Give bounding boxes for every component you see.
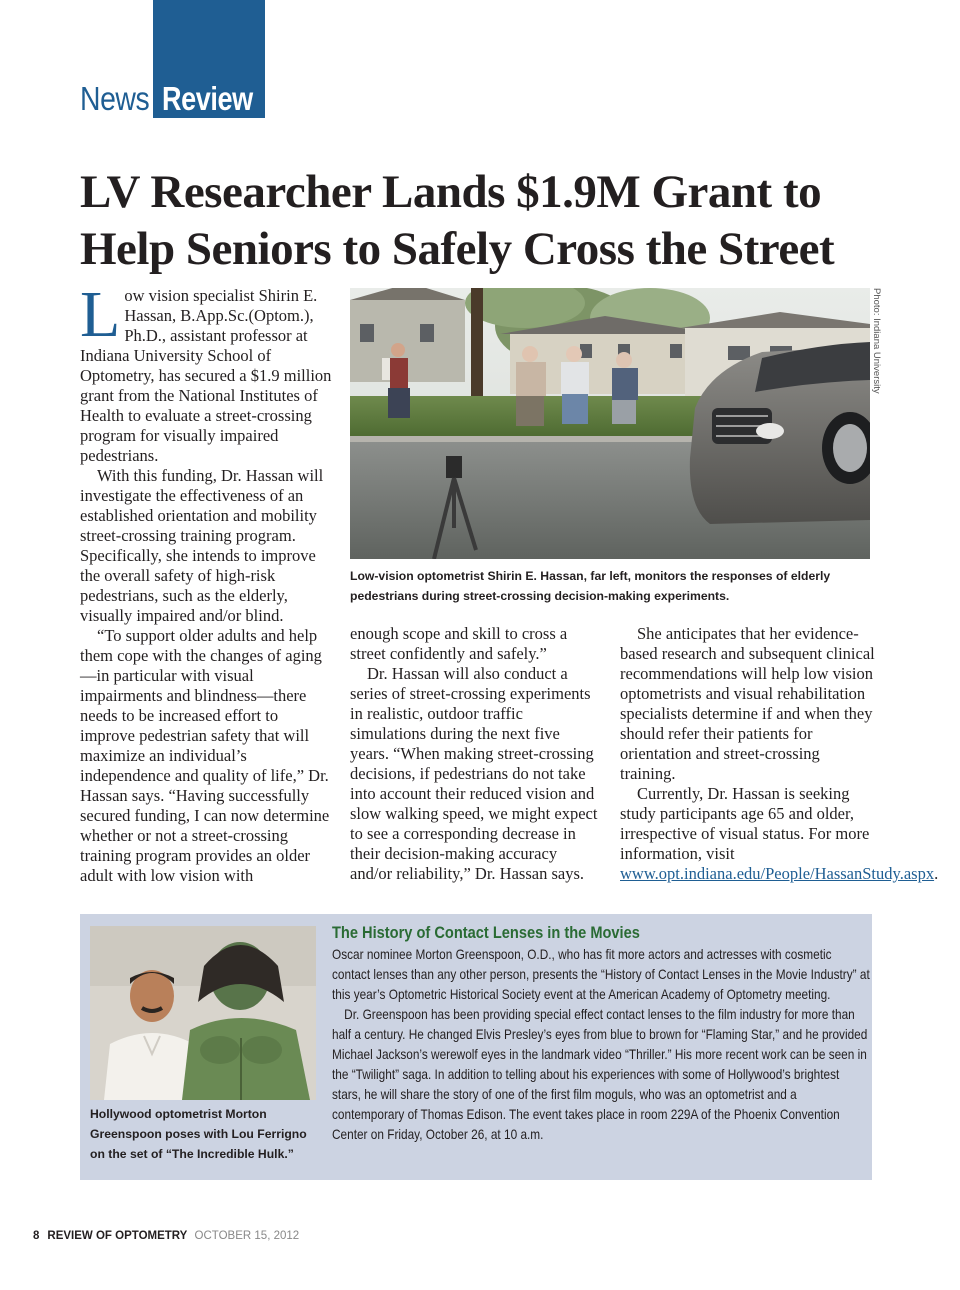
greenspoon-ferrigno-photo — [90, 926, 316, 1100]
publication-date: OCTOBER 15, 2012 — [194, 1230, 300, 1242]
paragraph: With this funding, Dr. Hassan will investigate the effectiveness of an established orientation and mobility street-crossing training program. Specifically, she intends to improve the overall safety of high-risk pedestrians, such as the elderly, visually impaired and/or blind. — [80, 466, 324, 625]
sidebar-photo-caption: Hollywood optometrist Morton Greenspoon poses with Lou Ferrigno on the set of “The Incredible Hulk.” — [90, 1107, 307, 1161]
article-headline: LV Researcher Lands $1.9M Grant to Help Seniors to Safely Cross the Street — [80, 166, 835, 275]
paragraph: Dr. Hassan will also conduct a series of street-crossing experiments in realistic, outdoor traffic simulations during the next five years. “When making street-crossing decisions, if pedestrians do not take into account their reduced vision and slow walking speed, we might expect to see a corresponding decrease in their decision-making accuracy and/or reliability,” Dr. Hassan says. — [350, 664, 598, 883]
article-column-1 — [80, 278, 332, 886]
article-column-2 — [350, 624, 602, 884]
photo-credit: Photo: Indiana University — [871, 288, 882, 394]
paragraph: enough scope and skill to cross a street confidently and safely.” — [350, 624, 568, 663]
sidebar-title: The History of Contact Lenses in the Movies — [332, 923, 640, 942]
paragraph-intro — [80, 278, 332, 466]
paragraph: “To support older adults and help them cope with the changes of aging—in particular with visual impairments and blindness—there needs to be increased effort to improve pedestrian safety that will maximize an individual’s independence and quality of life,” Dr. Hassan says. “Having successfully secured funding, I can now determine whether or not a street-crossing training program provides an older adult with low vision with — [80, 626, 330, 885]
section-label-news: News — [80, 80, 150, 117]
paragraph: She anticipates that her evidence-based research and subsequent clinical recommendations will help low vision optometrists and visual rehabilitation specialists determine if and when they should refer their patients for orientation and street-crossing training. — [620, 624, 875, 783]
page-footer — [33, 1230, 299, 1242]
publication-name: REVIEW OF OPTOMETRY — [47, 1230, 188, 1242]
study-link[interactable]: www.opt.indiana.edu/People/HassanStudy.aspx — [620, 864, 935, 883]
paragraph-contact: Currently, Dr. Hassan is seeking study participants age 65 and older, irrespective of visual status. For more information, visit www.opt.indiana.edu/People/HassanStudy.aspx. — [620, 784, 939, 883]
photo-caption: Low-vision optometrist Shirin E. Hassan, far left, monitors the responses of elderly pedestrians during street-crossing decision-making experiments. — [350, 569, 831, 603]
page-number: 8 — [33, 1230, 40, 1242]
section-label-review: Review — [162, 80, 253, 117]
article-column-3 — [620, 624, 939, 884]
street-crossing-photo — [350, 288, 870, 559]
sidebar-body — [332, 945, 872, 1145]
paragraph-intro-text: ow vision specialist Shirin E. Hassan, B.App.Sc.(Optom.), Ph.D., assistant professor at Indiana University School of Optometry, has secured a $1.9 million grant from the National Institutes of Health to evaluate a street-crossing program for visually impaired pedestrians. — [80, 286, 332, 465]
sidebar-paragraph: Oscar nominee Morton Greenspoon, O.D., who has fit more actors and actresses with cosmetic contact lenses than any other person, presents the “History of Contact Lenses in the Movie Industry” at this year’s Optometric Historical Society event at the American Academy of Optometry meeting. — [332, 947, 870, 1002]
drop-cap: L — [80, 278, 121, 351]
sidebar-paragraph: Dr. Greenspoon has been providing special effect contact lenses to the film industry for more than half a century. He changed Elvis Presley’s eyes from blue to brown for “Flaming Star,” and he provided Michael Jackson’s werewolf eyes in the landmark video “Thriller.” His more recent work can be seen in the “Twilight” saga. In addition to telling about his experiences with some of Hollywood’s brightest stars, he will share the story of one of the first film moguls, who was an optometrist and a contemporary of Thomas Edison. The event takes place in room 229A of the Phoenix Convention Center on Friday, October 26, at 10 a.m. — [332, 1007, 868, 1142]
